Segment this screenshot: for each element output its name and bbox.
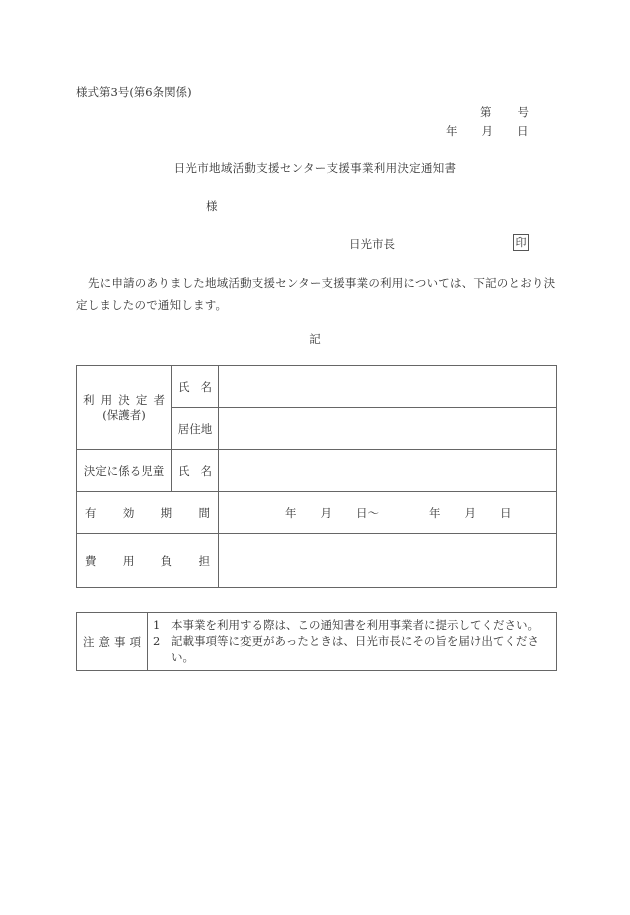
notes-label-cell (77, 613, 148, 671)
seal-mark: 印 (513, 234, 529, 251)
ki-heading: 記 (309, 332, 321, 346)
child-name-value[interactable] (219, 450, 557, 492)
cost-label-char: 用 (122, 553, 135, 568)
child-name-label-cell (172, 450, 219, 492)
user-label-cell (77, 366, 172, 450)
doc-number-prefix: 第 (480, 105, 492, 119)
note-item (153, 617, 552, 633)
period-label-cell (77, 492, 219, 534)
cost-label-cell (77, 534, 219, 588)
address-label-cell: 居住地 (172, 408, 219, 450)
child-name-label-char: 名 (200, 463, 212, 478)
issuer-name: 日光市長 (349, 237, 395, 251)
cost-value[interactable] (219, 534, 557, 588)
notes-label-char: 意 (98, 634, 110, 649)
period-start-month: 月 (320, 505, 332, 520)
user-address-value[interactable] (219, 408, 557, 450)
cost-label-char: 費 (85, 553, 97, 568)
user-label-line1 (77, 393, 171, 408)
period-start-day: 日〜 (356, 505, 379, 520)
date-year: 年 (446, 124, 458, 138)
user-label-char: 者 (153, 392, 165, 407)
document-date (446, 123, 529, 139)
user-label-char: 決 (118, 392, 130, 407)
user-label-line2: (保護者) (102, 407, 146, 422)
period-end-year: 年 (429, 505, 441, 520)
user-label-char: 用 (100, 392, 113, 407)
note-number: 1 (153, 618, 161, 632)
period-end-month: 月 (464, 505, 476, 520)
notes-content-cell (148, 613, 557, 671)
period-label-char: 効 (122, 505, 135, 520)
name-label-char: 名 (200, 379, 212, 394)
cost-label-char: 負 (160, 553, 173, 568)
cost-label-char: 担 (198, 553, 210, 568)
date-day: 日 (517, 124, 529, 138)
notes-label-char: 項 (129, 634, 141, 649)
addressee-honorific: 様 (206, 199, 218, 213)
name-label-cell (172, 366, 219, 408)
period-label-char: 間 (198, 505, 210, 520)
note-number: 2 (153, 634, 161, 648)
notes-table (76, 612, 557, 671)
child-label-cell: 決定に係る児童 (77, 450, 172, 492)
period-label-char: 有 (85, 505, 97, 520)
user-name-value[interactable] (219, 366, 557, 408)
user-label-char: 定 (135, 392, 148, 407)
name-label-char: 氏 (178, 379, 190, 394)
form-number: 様式第3号(第6条関係) (76, 85, 192, 99)
period-label-char: 期 (160, 505, 173, 520)
decision-table (76, 365, 557, 588)
note-item (153, 633, 552, 665)
child-name-label-char: 氏 (178, 463, 190, 478)
note-text: 本事業を利用する際は、この通知書を利用事業者に提示してください。 (171, 618, 539, 632)
notes-label-char: 事 (114, 634, 126, 649)
period-end-day: 日 (500, 505, 512, 520)
note-text: 記載事項等に変更があったときは、日光市長にその旨を届け出てください。 (171, 634, 539, 664)
date-month: 月 (481, 124, 493, 138)
body-paragraph: 先に申請のありました地域活動支援センター支援事業の利用については、下記のとおり決定しましたので通知します。 (76, 276, 556, 312)
period-value-cell[interactable] (219, 492, 557, 534)
document-number (480, 104, 529, 120)
document-title: 日光市地域活動支援センター支援事業利用決定通知書 (173, 161, 457, 175)
notes-label-char: 注 (83, 634, 95, 649)
period-start-year: 年 (285, 505, 297, 520)
doc-number-suffix: 号 (517, 105, 529, 119)
user-label-char: 利 (83, 392, 95, 407)
